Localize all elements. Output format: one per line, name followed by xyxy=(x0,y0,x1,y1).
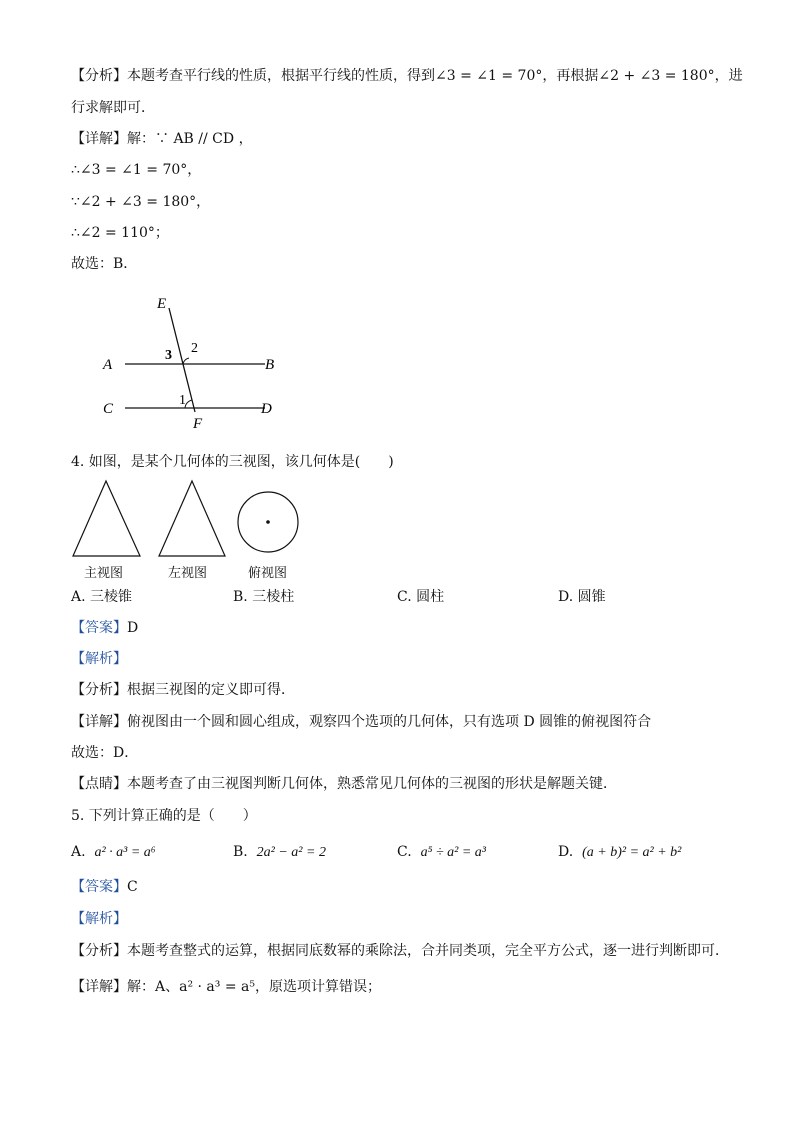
q5-option-b xyxy=(233,842,326,863)
label-angle-3: 3 xyxy=(165,348,172,363)
comment-text: 本题考查了由三视图判断几何体，熟悉常见几何体的三视图的形状是解题关键． xyxy=(127,776,617,792)
q4-detail-line xyxy=(71,712,651,732)
q3-detail-line xyxy=(71,129,253,149)
q4-option-b xyxy=(233,587,294,607)
q3-step1: ∴∠3 = ∠1 = 70°， xyxy=(71,162,202,178)
q3-step2: ∵∠2 + ∠3 = 180°， xyxy=(71,194,211,210)
label-a: A xyxy=(103,357,113,373)
option-letter: C. xyxy=(397,844,412,860)
label-f: F xyxy=(193,416,203,432)
q3-analysis-line2: 行求解即可． xyxy=(71,100,155,116)
label-angle-1: 1 xyxy=(179,393,186,408)
q4-option-c xyxy=(397,587,444,607)
q5-answer-line xyxy=(71,877,138,897)
option-formula: a² · a³ = a⁶ xyxy=(94,845,156,860)
option-formula: 2a² − a² = 2 xyxy=(256,845,326,860)
answer-tag: 【答案】 xyxy=(71,879,127,895)
label-angle-2: 2 xyxy=(191,341,198,356)
q5-option-d xyxy=(558,842,681,863)
detail-tag: 【详解】 xyxy=(71,714,127,730)
jiexi-tag: 【解析】 xyxy=(71,651,127,667)
analysis-tag: 【分析】 xyxy=(71,682,127,698)
q4-answer-line xyxy=(71,618,138,638)
detail-text: 解：A、a² · a³ = a⁵，原选项计算错误； xyxy=(127,979,381,995)
answer-value: D xyxy=(127,620,139,636)
analysis-text: 根据三视图的定义即可得． xyxy=(127,682,295,698)
top-view-center-dot xyxy=(266,520,270,524)
q4-option-d xyxy=(558,587,606,607)
q5-jiexi-line xyxy=(71,909,127,929)
q4-option-a xyxy=(71,587,132,607)
label-d: D xyxy=(261,401,272,417)
detail-tag: 【详解】 xyxy=(71,979,127,995)
option-letter: D. xyxy=(558,844,574,860)
jiexi-tag: 【解析】 xyxy=(71,911,127,927)
option-letter: B. xyxy=(233,589,248,605)
q5-option-a xyxy=(71,842,156,863)
option-letter: A. xyxy=(71,844,86,860)
q4-comment-line xyxy=(71,774,617,794)
q4-question: 4. 如图，是某个几何体的三视图，该几何体是( ) xyxy=(71,454,394,470)
analysis-text: 本题考查平行线的性质，根据平行线的性质，得到∠3 = ∠1 = 70°，再根据∠2 + ∠3 = 180°，进 xyxy=(127,68,743,84)
caption-top-view: 俯视图 xyxy=(248,566,288,581)
parallel-lines-figure xyxy=(95,292,285,432)
detail-text: 俯视图由一个圆和圆心组成，观察四个选项的几何体，只有选项 D 圆锥的俯视图符合 xyxy=(127,714,652,730)
q4-analysis-line xyxy=(71,680,295,700)
front-view-triangle xyxy=(73,481,140,556)
option-text: 三棱锥 xyxy=(90,589,133,605)
q4-jiexi-line xyxy=(71,649,127,669)
option-letter: A. xyxy=(71,589,86,605)
caption-front-view: 主视图 xyxy=(84,566,124,581)
comment-tag: 【点睛】 xyxy=(71,776,127,792)
analysis-tag: 【分析】 xyxy=(71,68,127,84)
q5-detail-line xyxy=(71,977,381,997)
label-b: B xyxy=(265,357,275,373)
side-view-triangle xyxy=(159,481,225,556)
detail-text: 解：∵ AB // CD ， xyxy=(127,131,253,147)
analysis-text: 本题考查整式的运算，根据同底数幂的乘除法，合并同类项，完全平方公式，逐一进行判断即可． xyxy=(127,943,729,959)
option-letter: B. xyxy=(233,844,248,860)
label-e: E xyxy=(157,296,167,312)
option-text: 三棱柱 xyxy=(252,589,295,605)
q3-step3: ∴∠2 = 110°； xyxy=(71,225,169,241)
answer-value: C xyxy=(127,879,138,895)
option-letter: C. xyxy=(397,589,412,605)
q5-analysis-line xyxy=(71,941,729,961)
q4-choose: 故选：D． xyxy=(71,745,139,761)
detail-tag: 【详解】 xyxy=(71,131,127,147)
option-letter: D. xyxy=(558,589,574,605)
angle-2-arc xyxy=(183,358,189,364)
label-c: C xyxy=(103,401,114,417)
analysis-tag: 【分析】 xyxy=(71,943,127,959)
angle-1-arc xyxy=(185,400,192,408)
q3-analysis-line xyxy=(71,66,743,86)
q3-choose: 故选：B． xyxy=(71,256,138,272)
answer-tag: 【答案】 xyxy=(71,620,127,636)
q5-question: 5. 下列计算正确的是（ ） xyxy=(71,808,257,824)
caption-side-view: 左视图 xyxy=(168,566,208,581)
option-text: 圆锥 xyxy=(577,589,606,605)
option-text: 圆柱 xyxy=(416,589,445,605)
q5-option-c xyxy=(397,842,486,863)
three-views-figure xyxy=(70,478,310,560)
option-formula: (a + b)² = a² + b² xyxy=(582,845,682,860)
option-formula: a⁵ ÷ a² = a³ xyxy=(420,845,486,860)
